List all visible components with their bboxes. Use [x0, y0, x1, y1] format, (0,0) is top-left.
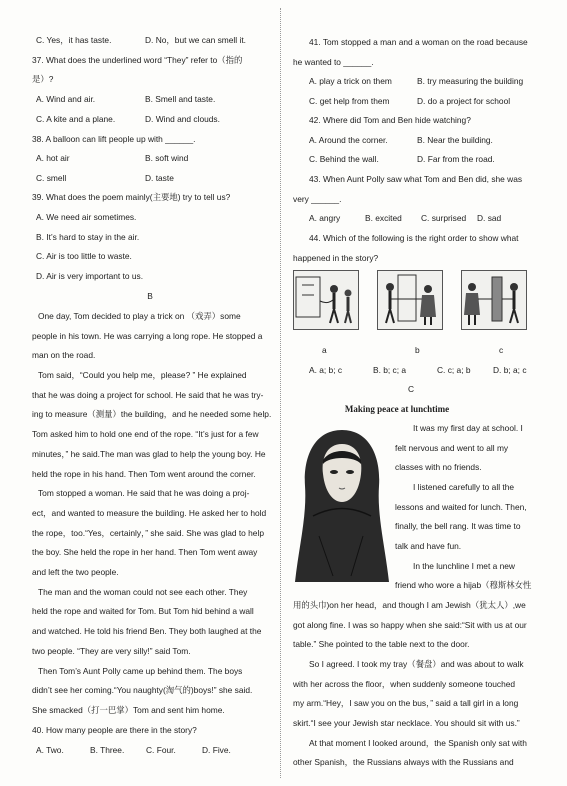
q44-question-cont: happened in the story? [293, 253, 379, 263]
story-line: Tom said，“Could you help me，please? ” He explained [38, 370, 247, 380]
q37-option-a: A. Wind and air. [36, 94, 96, 104]
q39-question: 39. What does the poem mainly(主要地) try to tell us? [32, 192, 231, 202]
story-picture-a [293, 270, 359, 330]
article-line: 用的头巾)on her head，and though I am Jewish（犹太人）,we [293, 600, 526, 610]
q36-option-c: C. Yes，it has taste. [36, 35, 112, 45]
q44-option-c: C. c; a; b [437, 365, 471, 375]
story-line: minutes，” he said.The man was glad to help the young boy. He [32, 449, 266, 459]
q37-option-d: D. Wind and clouds. [145, 114, 220, 124]
q43-option-c: C. surprised [421, 213, 467, 223]
q38-option-d: D. taste [145, 173, 174, 183]
article-line: my arm.“Hey，I saw you on the bus，” said a tall girl in a long [293, 698, 519, 708]
q43-option-b: B. excited [365, 213, 402, 223]
section-b-heading: B [147, 291, 153, 301]
story-line: and left the two people. [32, 567, 119, 577]
rope-scene-illustration [462, 271, 526, 329]
picture-label-c: c [499, 345, 504, 355]
article-line: finally, the bell rang. It was time to [395, 521, 521, 531]
q44-option-d: D. b; a; c [493, 365, 527, 375]
article-line: lessons and waited for lunch. Then, [395, 502, 527, 512]
story-line: Tom asked him to hold one end of the rope. “It’s just for a few [32, 429, 259, 439]
q41-option-b: B. try measuring the building [417, 76, 524, 86]
story-line: She smacked（打一巴掌）Tom and sent him home. [32, 705, 225, 715]
story-line: man on the road. [32, 350, 96, 360]
q44-option-a: A. a; b; c [309, 365, 343, 375]
story-picture-c [461, 270, 527, 330]
picture-label-a: a [322, 345, 327, 355]
story-line: One day, Tom decided to play a trick on （戏弄）some [38, 311, 241, 321]
q37-option-b: B. Smell and taste. [145, 94, 216, 104]
q42-option-d: D. Far from the road. [417, 154, 495, 164]
article-line: So I agreed. I took my tray（餐盘）and was about to walk [309, 659, 524, 669]
q39-option-d: D. Air is very important to us. [36, 271, 144, 281]
q38-option-a: A. hot air [36, 153, 70, 163]
q41-option-d: D. do a project for school [417, 96, 511, 106]
q40-option-b: B. Three. [90, 745, 125, 755]
column-divider [280, 8, 281, 778]
story-line: the rope，too.“Yes，certainly，” she said. She was glad to help [32, 528, 264, 538]
q43-option-a: A. angry [309, 213, 341, 223]
rope-scene-illustration [294, 271, 358, 329]
q41-option-c: C. get help from them [309, 96, 390, 106]
q37-question-cont: 是）? [32, 74, 54, 84]
q44-question: 44. Which of the following is the right order to show what [309, 233, 519, 243]
q42-option-c: C. Behind the wall. [309, 154, 379, 164]
story-line: Then Tom’s Aunt Polly came up behind them. The boys [38, 666, 243, 676]
article-line: talk and have fun. [395, 541, 462, 551]
article-line: It was my first day at school. I [413, 423, 523, 433]
story-line: ect，and wanted to measure the building. He asked her to hold [32, 508, 267, 518]
article-line: table.” She pointed to the table next to the door. [293, 639, 470, 649]
q42-question: 42. Where did Tom and Ben hide watching? [309, 115, 471, 125]
story-line: and watched. He told his friend Ben. They both laughed at the [32, 626, 262, 636]
story-line: the boy. She held the rope in her hand. Then Tom went away [32, 547, 258, 557]
q39-option-a: A. We need air sometimes. [36, 212, 137, 222]
q40-option-c: C. Four. [146, 745, 176, 755]
q43-option-d: D. sad [477, 213, 502, 223]
story-line: Tom stopped a woman. He said that he was doing a proj- [38, 488, 250, 498]
q40-option-d: D. Five. [202, 745, 231, 755]
article-line: classes with no friends. [395, 462, 482, 472]
section-c-heading: C [407, 384, 415, 394]
story-line: people in his town. He was carrying a long rope. He stopped a [32, 331, 263, 341]
picture-label-b: b [415, 345, 420, 355]
story-line: held the rope in his hand. Then Tom went around the corner. [32, 469, 256, 479]
q38-option-c: C. smell [36, 173, 67, 183]
q39-option-b: B. It’s hard to stay in the air. [36, 232, 140, 242]
rope-scene-illustration [378, 271, 442, 329]
article-line: skirt.“I see your Jewish star necklace. You should sit with us.” [293, 718, 520, 728]
q42-option-a: A. Around the corner. [309, 135, 388, 145]
q36-option-d: D. No，but we can smell it. [145, 35, 246, 45]
article-line: felt nervous and went to all my [395, 443, 509, 453]
q38-question: 38. A balloon can lift people up with ______. [32, 134, 196, 144]
q43-question-cont: very ______. [293, 194, 342, 204]
story-line: ing to measure（测量）the building，and he needed some help. [32, 409, 272, 419]
story-line: didn’t see her coming.“You naughty(淘气的)boys!” she said. [32, 685, 253, 695]
story-line: The man and the woman could not see each other. They [38, 587, 248, 597]
story-line: held the rope and waited for Tom. But Tom hid behind a wall [32, 606, 254, 616]
article-line: other Spanish，the Russians always with the Russians and [293, 757, 514, 767]
article-line: At that moment I looked around，the Spanish only sat with [309, 738, 527, 748]
q40-option-a: A. Two. [36, 745, 64, 755]
hijab-girl-illustration [293, 426, 391, 584]
q41-question: 41. Tom stopped a man and a woman on the road because [309, 37, 528, 47]
q40-question: 40. How many people are there in the story? [32, 725, 197, 735]
article-line: I listened carefully to all the [413, 482, 515, 492]
article-title: Making peace at lunchtime [344, 404, 450, 414]
article-line: with her across the floor，when suddenly someone touched [293, 679, 516, 689]
q39-option-c: C. Air is too little to waste. [36, 251, 132, 261]
story-picture-b [377, 270, 443, 330]
q43-question: 43. When Aunt Polly saw what Tom and Ben did, she was [309, 174, 523, 184]
article-line: In the lunchline I met a new [413, 561, 515, 571]
story-line: that he was doing a project for school. He said that he was try- [32, 390, 264, 400]
q44-option-b: B. b; c; a [373, 365, 407, 375]
q37-question: 37. What does the underlined word “They” refer to（指的 [32, 55, 243, 65]
article-line: friend who wore a hijab（穆斯林女性 [395, 580, 532, 590]
q42-option-b: B. Near the building. [417, 135, 493, 145]
q38-option-b: B. soft wind [145, 153, 189, 163]
q37-option-c: C. A kite and a plane. [36, 114, 116, 124]
story-line: two people. “They are very silly!” said Tom. [32, 646, 191, 656]
q41-question-cont: he wanted to ______. [293, 57, 374, 67]
article-line: got along fine. I was so happy when she said:“Sit with us at our [293, 620, 527, 630]
q41-option-a: A. play a trick on them [309, 76, 392, 86]
